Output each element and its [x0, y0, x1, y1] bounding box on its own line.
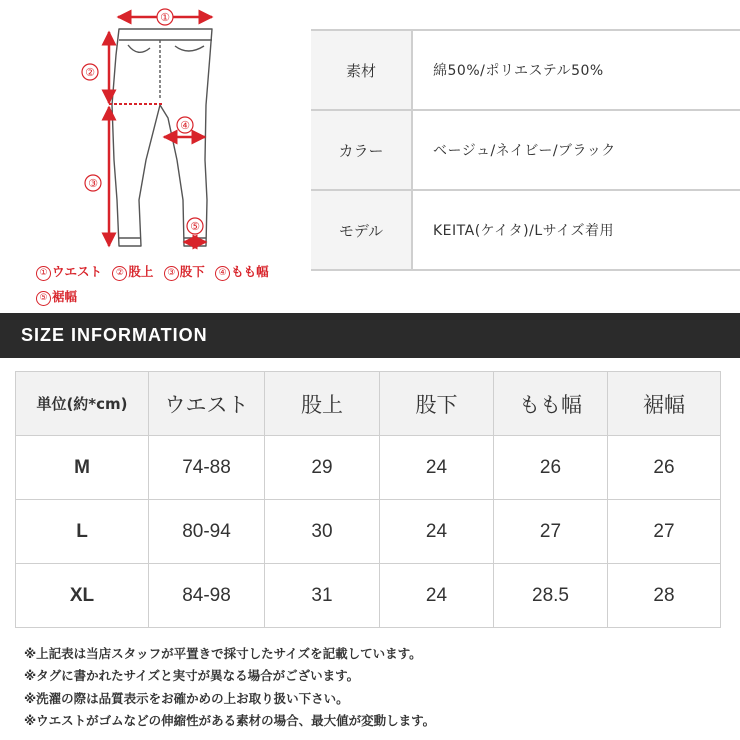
cell-hem: 26	[608, 436, 721, 500]
legend-waist: ① ウエスト	[36, 264, 102, 279]
header-thigh: もも幅	[494, 372, 608, 436]
diagram-legend-line-2	[36, 287, 83, 306]
marker-1: ①	[160, 11, 170, 24]
spec-label: 素材	[311, 30, 412, 110]
marker-5: ⑤	[190, 220, 200, 233]
cell-hem: 27	[608, 500, 721, 564]
cell-thigh: 27	[494, 500, 608, 564]
cell-waist: 74-88	[149, 436, 265, 500]
pants-measurement-diagram	[0, 0, 310, 300]
cell-rise: 31	[265, 564, 380, 628]
header-rise: 股上	[265, 372, 380, 436]
cell-inseam: 24	[380, 500, 494, 564]
size-label: L	[16, 500, 149, 564]
cell-waist: 84-98	[149, 564, 265, 628]
spec-label: モデル	[311, 190, 412, 270]
note-line: ※タグに書かれたサイズと実寸が異なる場合がございます。	[24, 668, 360, 684]
marker-4: ④	[180, 119, 190, 132]
spec-value: ベージュ/ネイビー/ブラック	[412, 110, 740, 190]
table-row	[16, 500, 721, 564]
spec-row-color	[311, 110, 740, 190]
cell-thigh: 26	[494, 436, 608, 500]
marker-2: ②	[85, 66, 95, 79]
size-label: XL	[16, 564, 149, 628]
legend-rise: ② 股上	[112, 264, 153, 279]
spec-row-material	[311, 30, 740, 110]
header-inseam: 股下	[380, 372, 494, 436]
cell-waist: 80-94	[149, 500, 265, 564]
notes	[24, 643, 435, 732]
header-waist: ウエスト	[149, 372, 265, 436]
cell-rise: 29	[265, 436, 380, 500]
note-line: ※洗濯の際は品質表示をお確かめの上お取り扱い下さい。	[24, 690, 349, 706]
cell-hem: 28	[608, 564, 721, 628]
legend-thigh: ④ もも幅	[215, 264, 269, 279]
header-unit: 単位(約*cm)	[16, 372, 149, 436]
spec-table	[311, 29, 740, 271]
table-row	[16, 436, 721, 500]
size-information-banner	[0, 313, 740, 358]
cell-rise: 30	[265, 500, 380, 564]
spec-label: カラー	[311, 110, 412, 190]
banner-title: SIZE INFORMATION	[21, 325, 208, 345]
table-row	[16, 564, 721, 628]
diagram-legend-line-1	[36, 262, 275, 281]
spec-value: 綿50%/ポリエステル50%	[412, 30, 740, 110]
note-line: ※ウエストがゴムなどの伸縮性がある素材の場合、最大値が変動します。	[24, 712, 436, 728]
cell-thigh: 28.5	[494, 564, 608, 628]
cell-inseam: 24	[380, 436, 494, 500]
legend-hem: ⑤ 裾幅	[36, 289, 77, 304]
note-line: ※上記表は当店スタッフが平置きで採寸したサイズを記載しています。	[24, 646, 422, 661]
marker-3: ③	[88, 177, 98, 190]
size-table-header-row	[16, 372, 721, 436]
size-table	[15, 371, 721, 628]
size-label: M	[16, 436, 149, 500]
header-hem: 裾幅	[608, 372, 721, 436]
legend-inseam: ③ 股下	[164, 264, 205, 279]
spec-value: KEITA(ケイタ)/Lサイズ着用	[412, 190, 740, 270]
spec-row-model	[311, 190, 740, 270]
cell-inseam: 24	[380, 564, 494, 628]
